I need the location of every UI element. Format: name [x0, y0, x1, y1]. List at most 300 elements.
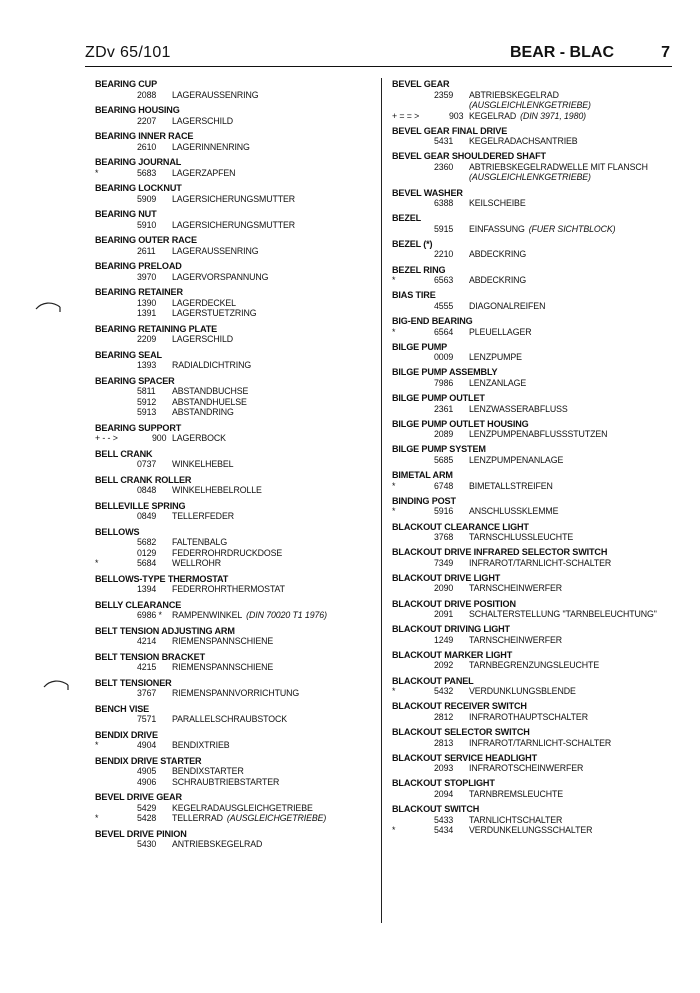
translation-line: [95, 636, 385, 647]
german-translation: LAGERVORSPANNUNG: [172, 271, 269, 282]
glossary-entry: [95, 626, 385, 647]
entry-marker: *: [392, 506, 396, 517]
german-translation: LAGERSTUETZRING: [172, 308, 257, 318]
translation-line: [95, 298, 385, 309]
entry-number: 900: [152, 433, 167, 443]
translation-line: [392, 352, 692, 363]
entry-number: 4555: [434, 300, 454, 311]
entry-term: BEARING PRELOAD: [95, 261, 182, 271]
entry-number: 2610: [137, 141, 157, 152]
glossary-entry: [95, 376, 385, 418]
entry-marker: *: [95, 167, 99, 178]
entry-term: BENCH VISE: [95, 703, 150, 714]
translation-line: [95, 485, 385, 496]
glossary-entry: [392, 701, 692, 722]
entry-number: 903: [449, 110, 464, 121]
glossary-entry: [392, 151, 692, 183]
glossary-entry: [95, 423, 385, 444]
entry-term: BELLOWS: [95, 526, 140, 537]
entry-term: BELT TENSION BRACKET: [95, 651, 205, 662]
entry-term: BIG-END BEARING: [392, 316, 473, 326]
glossary-entry: [392, 393, 692, 414]
entry-number: 6388: [434, 198, 454, 209]
german-translation: ABSTANDRING: [172, 407, 234, 417]
german-translation: LAGERSICHERUNGSMUTTER: [172, 219, 296, 230]
entry-term: BLACKOUT SERVICE HEADLIGHT: [392, 752, 537, 763]
entry-marker: *: [95, 558, 99, 568]
translation-line: [392, 686, 692, 697]
german-translation: LAGERDECKEL: [172, 297, 236, 308]
entry-term: BEARING OUTER RACE: [95, 235, 197, 245]
entry-term: BEARING JOURNAL: [95, 157, 182, 167]
entry-marker: *: [392, 275, 396, 286]
german-translation: INFRAROT/TARNLICHT-SCHALTER: [469, 557, 612, 568]
entry-number: 2812: [434, 711, 454, 722]
glossary-entry: [95, 704, 385, 725]
entry-term: BEARING INNER RACE: [95, 131, 194, 141]
translation-line: [95, 803, 385, 814]
entry-term: BILGE PUMP OUTLET HOUSING: [392, 418, 529, 429]
translation-line: [95, 308, 385, 319]
german-translation: INFRAROT/TARNLICHT-SCHALTER: [469, 737, 612, 748]
entry-term: BEARING SPACER: [95, 375, 175, 386]
header-rule: [85, 66, 672, 67]
translation-line: [392, 789, 692, 800]
translation-line: [95, 662, 385, 673]
german-translation: LAGERAUSSENRING: [172, 245, 259, 256]
glossary-entry: [392, 599, 692, 620]
translation-line: [392, 738, 692, 749]
glossary-entry: [392, 804, 692, 836]
translation-line: [392, 429, 692, 440]
german-translation: LAGERSCHILD: [172, 115, 233, 126]
translation-line: [392, 455, 692, 466]
entry-number: 5910: [137, 219, 157, 230]
entry-term: BIMETAL ARM: [392, 470, 453, 481]
translation-line: [392, 660, 692, 671]
entry-number: 5912: [137, 396, 157, 407]
translation-line: [95, 584, 385, 595]
german-translation: RIEMENSPANNSCHIENE: [172, 636, 274, 646]
german-translation: TARNSCHEINWERFER: [469, 583, 563, 594]
german-translation: TARNBREMSLEUCHTE: [469, 788, 564, 799]
entry-number: 2360: [434, 161, 454, 172]
german-translation: WINKELHEBEL: [172, 459, 234, 469]
entry-term: BEVEL WASHER: [392, 187, 463, 198]
german-translation: VERDUNKELUNGSSCHALTER: [469, 825, 593, 836]
entry-term: BLACKOUT SELECTOR SWITCH: [392, 727, 530, 737]
glossary-entry: [392, 213, 692, 234]
translation-line: [95, 714, 385, 725]
glossary-entry: [95, 131, 385, 152]
document-id: ZDv 65/101: [85, 44, 171, 61]
entry-term: BILGE PUMP SYSTEM: [392, 444, 486, 455]
entry-marker: *: [392, 480, 396, 491]
translation-line: [392, 815, 692, 826]
glossary-entry: [392, 573, 692, 594]
translation-note: (AUSGLEICHLENKGETRIEBE): [469, 100, 591, 110]
translation-line: [392, 825, 692, 836]
entry-term: BLACKOUT DRIVE LIGHT: [392, 572, 501, 583]
german-translation: BENDIXTRIEB: [172, 740, 230, 750]
german-translation: ANTRIEBSKEGELRAD: [172, 839, 263, 849]
german-translation: WINKELHEBELROLLE: [172, 485, 262, 495]
translation-line: [392, 609, 692, 620]
translation-line: [392, 90, 692, 101]
glossary-entry: [95, 183, 385, 204]
german-translation: EINFASSUNG (FUER SICHTBLOCK): [469, 223, 616, 234]
german-translation: LENZANLAGE: [469, 377, 527, 388]
translation-line: [95, 777, 385, 788]
entry-number: 7571: [137, 714, 157, 724]
german-translation: TARNBEGRENZUNGSLEUCHTE: [469, 660, 600, 671]
translation-line: [392, 327, 692, 338]
entry-term: BEVEL GEAR: [392, 79, 450, 89]
glossary-entry: [95, 792, 385, 824]
entry-number: 6986 *: [137, 610, 162, 620]
entry-number: 2210: [434, 249, 454, 260]
german-translation: VERDUNKLUNGSBLENDE: [469, 686, 576, 697]
translation-line: [392, 404, 692, 415]
translation-line: [95, 246, 385, 257]
entry-term: BELT TENSIONER: [95, 677, 172, 688]
entry-term: BLACKOUT DRIVING LIGHT: [392, 624, 510, 635]
glossary-entry: [95, 105, 385, 126]
german-translation: BENDIXSTARTER: [172, 766, 244, 776]
entry-term: BEARING HOUSING: [95, 105, 180, 115]
german-translation: KEILSCHEIBE: [469, 198, 526, 209]
entry-number: 5432: [434, 686, 454, 697]
glossary-entry: [392, 624, 692, 645]
glossary-entry: [95, 829, 385, 850]
translation-line: [95, 537, 385, 548]
entry-term: BEARING SUPPORT: [95, 422, 182, 433]
entry-term: BELL CRANK: [95, 448, 153, 459]
translation-note: (FUER SICHTBLOCK): [528, 223, 616, 234]
translation-line: [392, 712, 692, 723]
german-translation: SCHRAUBTRIEBSTARTER: [172, 776, 280, 787]
translation-line: [392, 100, 692, 111]
translation-line: [392, 635, 692, 646]
entry-number: 2094: [434, 788, 454, 799]
german-translation: LAGERAUSSENRING: [172, 89, 259, 100]
german-translation: TARNSCHEINWERFER: [469, 634, 563, 645]
glossary-entry: [392, 79, 692, 121]
entry-term: BINDING POST: [392, 495, 456, 506]
translation-line: [95, 116, 385, 127]
entry-number: 5434: [434, 825, 454, 836]
entry-term: BEARING CUP: [95, 79, 158, 89]
german-translation: INFRAROTSCHEINWERFER: [469, 763, 584, 774]
entry-marker: + = = >: [392, 110, 420, 121]
entry-term: BIAS TIRE: [392, 290, 436, 301]
glossary-entry: [392, 188, 692, 209]
translation-line: [392, 481, 692, 492]
entry-marker: *: [392, 686, 396, 697]
german-translation: SCHALTERSTELLUNG "TARNBELEUCHTUNG": [469, 609, 657, 620]
entry-term: BLACKOUT DRIVE POSITION: [392, 598, 516, 609]
german-translation: RADIALDICHTRING: [172, 360, 252, 370]
translation-note: (AUSGLEICHGETRIEBE): [226, 813, 327, 823]
glossary-entry: [95, 449, 385, 470]
entry-number: 6564: [434, 326, 454, 337]
glossary-entry: [392, 496, 692, 517]
translation-line: [95, 386, 385, 397]
entry-number: 2093: [434, 763, 454, 774]
translation-line: [392, 583, 692, 594]
german-translation: LENZPUMPENANLAGE: [469, 454, 564, 465]
german-translation: DIAGONALREIFEN: [469, 300, 546, 311]
german-translation: LAGERINNENRING: [172, 141, 250, 152]
entry-term: BELL CRANK ROLLER: [95, 474, 192, 485]
glossary-entry: [95, 652, 385, 673]
glossary-entry: [95, 600, 385, 621]
entry-number: 4215: [137, 662, 157, 672]
page-range: BEAR - BLAC: [510, 44, 614, 61]
translation-line: [392, 506, 692, 517]
german-translation: TARNLICHTSCHALTER: [469, 814, 563, 825]
german-translation: ABSTANDBUCHSE: [172, 386, 249, 396]
glossary-entry: [392, 547, 692, 568]
glossary-entry: [392, 126, 692, 147]
entry-number: 4905: [137, 766, 157, 776]
translation-line: [95, 688, 385, 699]
entry-number: 2092: [434, 660, 454, 671]
translation-line: [392, 558, 692, 569]
translation-line: [95, 511, 385, 522]
glossary-entry: [95, 678, 385, 699]
entry-number: 1249: [434, 634, 454, 645]
translation-line: [95, 272, 385, 283]
entry-number: 0848: [137, 485, 157, 495]
entry-number: 5915: [434, 223, 454, 234]
entry-number: 0129: [137, 547, 157, 558]
entry-number: 5683: [137, 167, 157, 178]
translation-line: [95, 548, 385, 559]
glossary-entry: [392, 342, 692, 363]
translation-line: [95, 142, 385, 153]
glossary-entry: [392, 522, 692, 543]
german-translation: INFRAROTHAUPTSCHALTER: [469, 711, 588, 722]
german-translation: KEGELRADAUSGLEICHGETRIEBE: [172, 802, 313, 813]
entry-term: BEVEL DRIVE PINION: [95, 828, 187, 839]
german-translation: TELLERFEDER: [172, 511, 234, 521]
entry-term: BLACKOUT PANEL: [392, 675, 474, 686]
left-column: [95, 79, 385, 855]
translation-line: [95, 558, 385, 569]
translation-line: [95, 459, 385, 470]
german-translation: PARALLELSCHRAUBSTOCK: [172, 714, 288, 724]
entry-number: 2088: [137, 89, 157, 100]
german-translation: LAGERSICHERUNGSMUTTER: [172, 193, 296, 204]
entry-term: BEARING RETAINER: [95, 287, 183, 297]
translation-line: [95, 334, 385, 345]
entry-number: 0849: [137, 511, 157, 521]
entry-number: 5685: [434, 454, 454, 465]
entry-number: 2090: [434, 583, 454, 594]
german-translation: ABTRIEBSKEGELRAD: [469, 89, 559, 100]
entry-term: BENDIX DRIVE STARTER: [95, 755, 202, 766]
german-translation: TARNSCHLUSSLEUCHTE: [469, 532, 574, 542]
entry-number: 5916: [434, 506, 454, 517]
translation-line: [95, 766, 385, 777]
entry-number: 4906: [137, 776, 157, 787]
entry-number: 2361: [434, 403, 454, 414]
german-translation: WELLROHR: [172, 558, 222, 568]
entry-term: BILGE PUMP: [392, 341, 448, 352]
glossary-entry: [392, 727, 692, 748]
entry-marker: *: [95, 813, 99, 823]
german-translation: FEDERROHRDRUCKDOSE: [172, 547, 283, 558]
entry-number: 4904: [137, 740, 157, 750]
german-translation: ABTRIEBSKEGELRADWELLE MIT FLANSCH: [469, 161, 648, 172]
translation-line: [95, 433, 385, 444]
german-translation: ANSCHLUSSKLEMME: [469, 506, 559, 517]
german-translation: ABSTANDHUELSE: [172, 396, 247, 407]
entry-term: BEVEL DRIVE GEAR: [95, 792, 182, 802]
german-translation: KEGELRAD (DIN 3971, 1980): [469, 110, 587, 121]
entry-number: 5433: [434, 814, 454, 825]
punch-hole-mark-icon: [42, 678, 70, 692]
entry-term: BEZEL (*): [392, 238, 433, 249]
translation-line: [95, 360, 385, 371]
entry-term: BILGE PUMP OUTLET: [392, 393, 485, 404]
entry-term: BELLOWS-TYPE THERMOSTAT: [95, 573, 229, 584]
translation-line: [95, 194, 385, 205]
entry-term: BEARING LOCKNUT: [95, 183, 182, 193]
translation-line: [392, 198, 692, 209]
translation-line: [392, 136, 692, 147]
entry-number: 2209: [137, 334, 157, 344]
glossary-entry: [95, 501, 385, 522]
glossary-entry: [95, 475, 385, 496]
entry-number: 6563: [434, 275, 454, 286]
glossary-entry: [392, 470, 692, 491]
entry-term: BENDIX DRIVE: [95, 729, 158, 740]
entry-term: BEZEL: [392, 213, 422, 224]
german-translation: LENZPUMPENABFLUSSSTUTZEN: [469, 429, 608, 440]
entry-number: 1394: [137, 584, 157, 594]
entry-marker: + - - >: [95, 433, 118, 443]
glossary-entry: [95, 324, 385, 345]
entry-number: 1391: [137, 308, 157, 318]
entry-number: 4214: [137, 636, 157, 646]
german-translation: RIEMENSPANNVORRICHTUNG: [172, 688, 300, 698]
entry-number: 2611: [137, 245, 156, 256]
glossary-entry: [95, 157, 385, 178]
entry-number: 5913: [137, 407, 157, 417]
entry-marker: *: [392, 825, 396, 836]
translation-line: [95, 610, 385, 621]
german-translation: LAGERBOCK: [172, 433, 226, 443]
translation-line: [95, 407, 385, 418]
entry-term: BEZEL RING: [392, 264, 446, 275]
glossary-entry: [392, 316, 692, 337]
entry-term: BLACKOUT CLEARANCE LIGHT: [392, 521, 529, 532]
translation-line: [95, 813, 385, 824]
entry-number: 1390: [137, 297, 157, 308]
entry-marker: *: [392, 326, 396, 337]
german-translation: BIMETALLSTREIFEN: [469, 480, 553, 491]
entry-number: 2089: [434, 429, 454, 440]
entry-number: 5684: [137, 558, 157, 568]
entry-number: 3768: [434, 532, 454, 542]
translation-line: [392, 172, 692, 183]
entry-term: BEVEL GEAR FINAL DRIVE: [392, 125, 508, 136]
german-translation: PLEUELLAGER: [469, 326, 532, 337]
glossary-entry: [95, 287, 385, 319]
translation-line: [95, 397, 385, 408]
entry-number: 7349: [434, 557, 454, 568]
entry-number: 0737: [137, 459, 157, 469]
glossary-entry: [392, 676, 692, 697]
translation-line: [392, 763, 692, 774]
translation-note: (DIN 70020 T1 1976): [246, 610, 327, 620]
translation-line: [392, 224, 692, 235]
glossary-entry: [95, 261, 385, 282]
entry-number: 7986: [434, 377, 454, 388]
entry-number: 3767: [137, 688, 157, 698]
glossary-entry: [95, 574, 385, 595]
german-translation: LENZPUMPE: [469, 352, 522, 363]
translation-note: (DIN 3971, 1980): [520, 110, 587, 121]
entry-term: BEVEL GEAR SHOULDERED SHAFT: [392, 151, 546, 162]
german-translation: KEGELRADACHSANTRIEB: [469, 136, 578, 147]
glossary-entry: [95, 79, 385, 100]
translation-note: (AUSGLEICHLENKGETRIEBE): [469, 172, 591, 183]
glossary-entry: [95, 527, 385, 569]
glossary-entry: [95, 756, 385, 788]
glossary-entry: [392, 650, 692, 671]
translation-line: [392, 111, 692, 122]
glossary-entry: [392, 753, 692, 774]
page-number: 7: [661, 44, 670, 61]
german-translation: FALTENBALG: [172, 537, 228, 547]
right-column: [392, 79, 692, 840]
entry-number: 2359: [434, 89, 454, 100]
glossary-entry: [392, 419, 692, 440]
translation-line: [95, 168, 385, 179]
entry-number: 1393: [137, 360, 157, 370]
glossary-entry: [95, 235, 385, 256]
german-translation: FEDERROHRTHERMOSTAT: [172, 584, 285, 594]
german-translation: RAMPENWINKEL (DIN 70020 T1 1976): [172, 610, 327, 620]
entry-number: 5811: [137, 386, 156, 396]
entry-term: BLACKOUT DRIVE INFRARED SELECTOR SWITCH: [392, 547, 608, 558]
translation-line: [95, 839, 385, 850]
german-translation: LENZWASSERABFLUSS: [469, 403, 568, 414]
translation-line: [392, 249, 692, 260]
translation-line: [95, 740, 385, 751]
entry-number: 5429: [137, 802, 157, 813]
entry-number: 5430: [137, 839, 157, 849]
entry-term: BEARING RETAINING PLATE: [95, 323, 218, 334]
entry-number: 0009: [434, 352, 454, 363]
glossary-entry: [392, 778, 692, 799]
entry-number: 5682: [137, 537, 157, 547]
entry-marker: *: [95, 740, 99, 750]
entry-number: 5909: [137, 193, 157, 204]
entry-term: BELT TENSION ADJUSTING ARM: [95, 625, 235, 636]
translation-line: [392, 378, 692, 389]
glossary-entry: [392, 265, 692, 286]
entry-number: 5428: [137, 813, 157, 823]
glossary-entry: [392, 239, 692, 260]
entry-number: 6748: [434, 480, 454, 491]
punch-hole-mark-icon: [34, 300, 62, 314]
translation-line: [392, 532, 692, 543]
glossary-entry: [392, 444, 692, 465]
